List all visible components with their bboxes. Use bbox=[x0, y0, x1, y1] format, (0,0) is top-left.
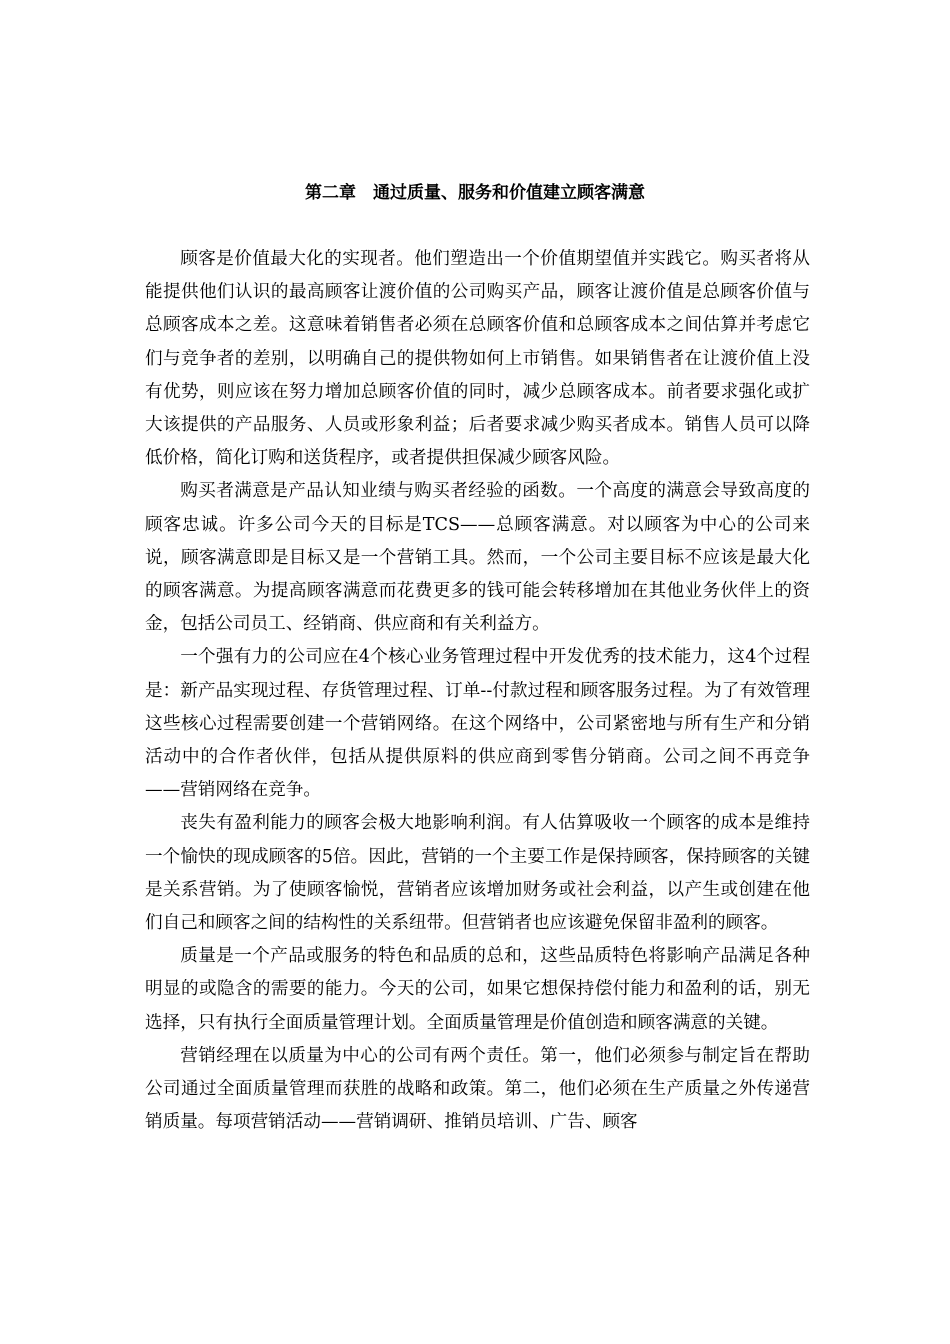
paragraph-5: 质量是一个产品或服务的特色和品质的总和，这些品质特色将影响产品满足各种明显的或隐含的需要的能力。今天的公司，如果它想保持偿付能力和盈利的话，别无选择，只有执行全面质量管理计划。全面质量管理是价值创造和顾客满意的关键。 bbox=[145, 946, 810, 1033]
paragraph-2: 购买者满意是产品认知业绩与购买者经验的函数。一个高度的满意会导致高度的顾客忠诚。许多公司今天的目标是TCS——总顾客满意。对以顾客为中心的公司来说，顾客满意即是目标又是一个营销工具。然而，一个公司主要目标不应该是最大化的顾客满意。为提高顾客满意而花费更多的钱可能会转移增加在其他业务伙伴上的资金，包括公司员工、经销商、供应商和有关利益方。 bbox=[145, 481, 810, 635]
paragraph-3: 一个强有力的公司应在4个核心业务管理过程中开发优秀的技术能力，这4个过程是：新产品实现过程、存货管理过程、订单--付款过程和顾客服务过程。为了有效管理这些核心过程需要创建一个营销网络。在这个网络中，公司紧密地与所有生产和分销活动中的合作者伙伴，包括从提供原料的供应商到零售分销商。公司之间不再竞争——营销网络在竞争。 bbox=[145, 647, 810, 801]
chapter-title: 第二章 通过质量、服务和价值建立顾客满意 bbox=[305, 183, 645, 203]
paragraph-1: 顾客是价值最大化的实现者。他们塑造出一个价值期望值并实践它。购买者将从能提供他们认识的最高顾客让渡价值的公司购买产品，顾客让渡价值是总顾客价值与总顾客成本之差。这意味着销售者必须在总顾客价值和总顾客成本之间估算并考虑它们与竞争者的差别，以明确自己的提供物如何上市销售。如果销售者在让渡价值上没有优势，则应该在努力增加总顾客价值的同时，减少总顾客成本。前者要求强化或扩大该提供的产品服务、人员或形象利益；后者要求减少购买者成本。销售人员可以降低价格，简化订购和送货程序，或者提供担保减少顾客风险。 bbox=[145, 249, 810, 469]
body-text bbox=[145, 243, 810, 1139]
paragraph-4: 丧失有盈利能力的顾客会极大地影响利润。有人估算吸收一个顾客的成本是维持一个愉快的现成顾客的5倍。因此，营销的一个主要工作是保持顾客，保持顾客的关键是关系营销。为了使顾客愉悦，营销者应该增加财务或社会利益，以产生或创建在他们自己和顾客之间的结构性的关系纽带。但营销者也应该避免保留非盈利的顾客。 bbox=[145, 813, 810, 934]
paragraph-6: 营销经理在以质量为中心的公司有两个责任。第一，他们必须参与制定旨在帮助公司通过全面质量管理而获胜的战略和政策。第二，他们必须在生产质量之外传递营销质量。每项营销活动——营销调研、推销员培训、广告、顾客 bbox=[145, 1045, 810, 1133]
